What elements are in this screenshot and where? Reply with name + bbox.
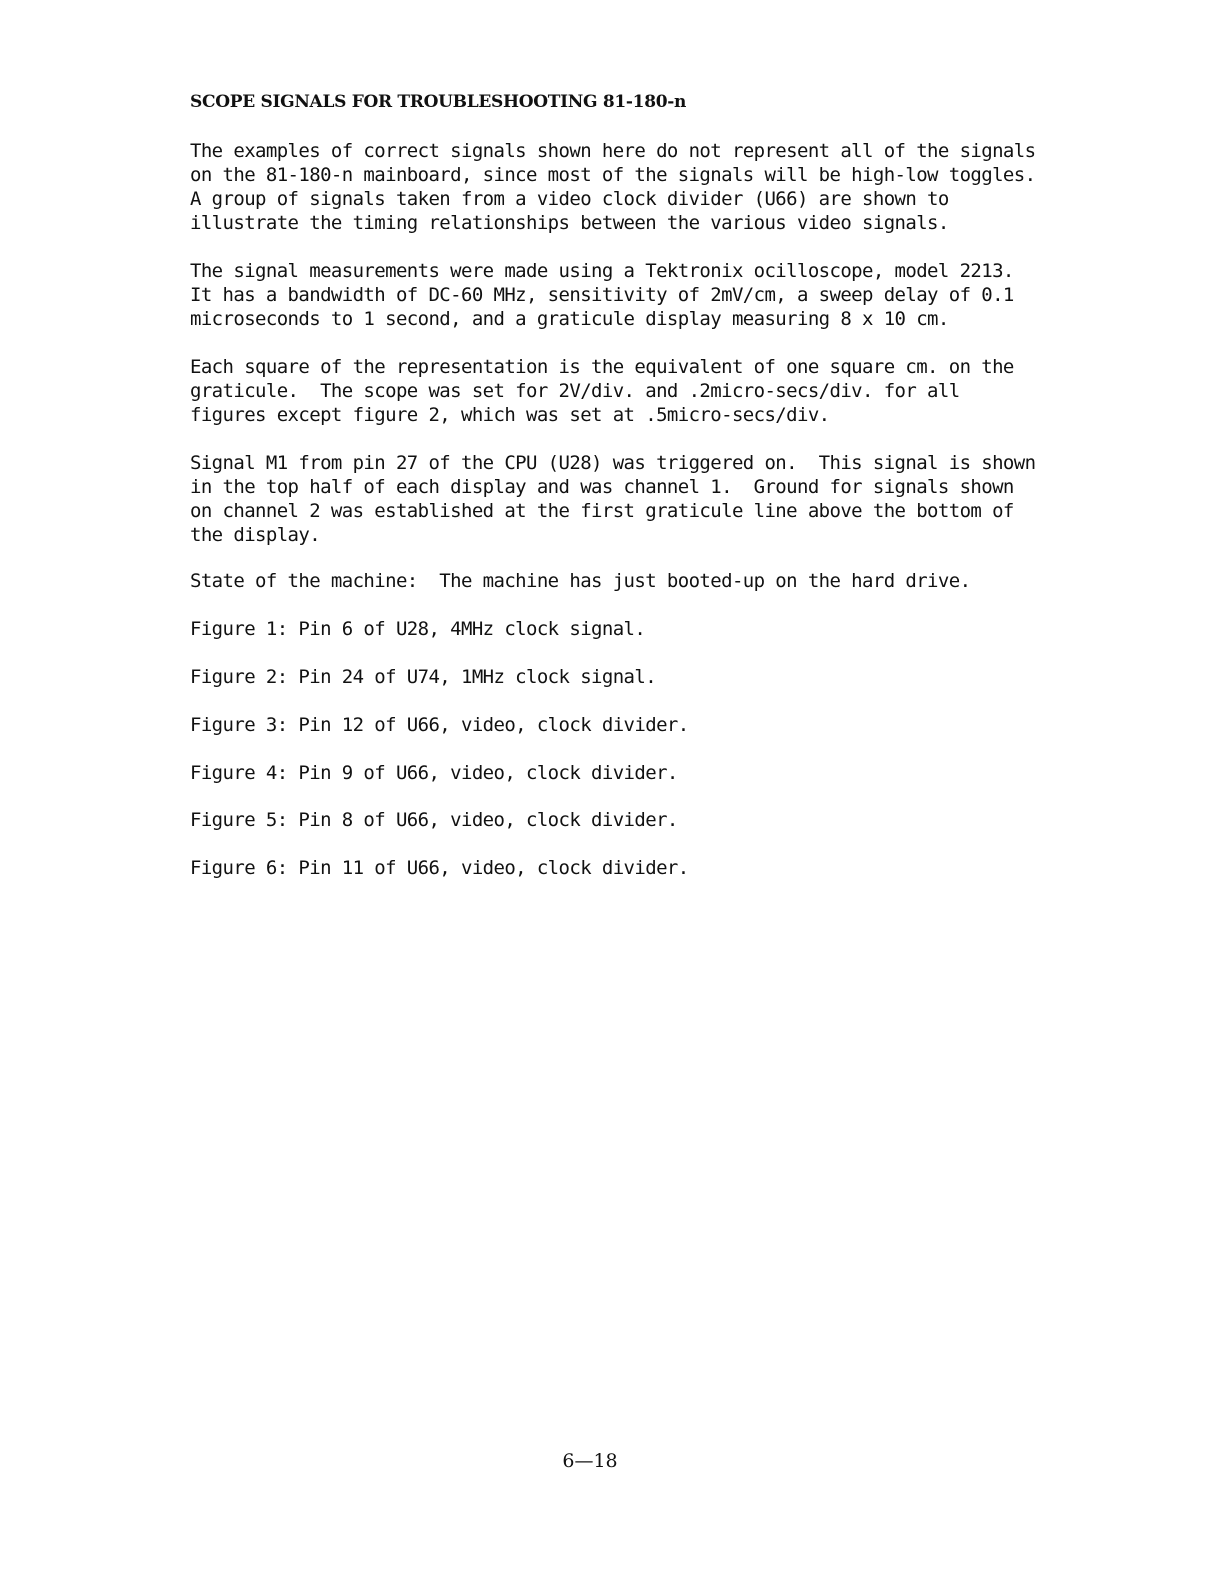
text-line: The examples of correct signals shown here do not represent all of the signals [190,140,1036,162]
figure-caption-5: Figure 5: Pin 8 of U66, video, clock divider. [190,809,678,831]
text-line: The signal measurements were made using a Tektronix ocilloscope, model 2213. [190,260,1014,282]
text-line: graticule. The scope was set for 2V/div. and .2micro-secs/div. for all [190,380,960,402]
text-line: on the 81-180-n mainboard, since most of the signals will be high-low toggles. [190,164,1036,186]
text-line: illustrate the timing relationships between the various video signals. [190,212,949,234]
paragraph-intro [190,139,1150,235]
paragraph-trigger [190,451,1150,547]
paragraph-graticule [190,355,1150,427]
text-line: State of the machine: The machine has just booted-up on the hard drive. [190,570,971,592]
text-line: Signal M1 from pin 27 of the CPU (U28) was triggered on. This signal is shown [190,452,1036,474]
text-line: Each square of the representation is the equivalent of one square cm. on the [190,356,1014,378]
page-heading: SCOPE SIGNALS FOR TROUBLESHOOTING 81-180-n [190,92,687,112]
paragraph-measurements [190,259,1150,331]
figure-caption-4: Figure 4: Pin 9 of U66, video, clock divider. [190,762,678,784]
figure-caption-1: Figure 1: Pin 6 of U28, 4MHz clock signal. [190,618,646,640]
text-line: A group of signals taken from a video clock divider (U66) are shown to [190,188,949,210]
figure-caption-3: Figure 3: Pin 12 of U66, video, clock divider. [190,714,689,736]
text-line: the display. [190,524,321,546]
paragraph-machine-state [190,569,1150,593]
text-line: microseconds to 1 second, and a graticule display measuring 8 x 10 cm. [190,308,949,330]
figure-caption-2: Figure 2: Pin 24 of U74, 1MHz clock signal. [190,666,657,688]
figure-caption-6: Figure 6: Pin 11 of U66, video, clock divider. [190,857,689,879]
page-number: 6—18 [562,1450,618,1472]
text-line: It has a bandwidth of DC-60 MHz, sensitivity of 2mV/cm, a sweep delay of 0.1 [190,284,1014,306]
text-line: figures except figure 2, which was set at .5micro-secs/div. [190,404,830,426]
text-line: on channel 2 was established at the first graticule line above the bottom of [190,500,1014,522]
text-line: in the top half of each display and was channel 1. Ground for signals shown [190,476,1014,498]
